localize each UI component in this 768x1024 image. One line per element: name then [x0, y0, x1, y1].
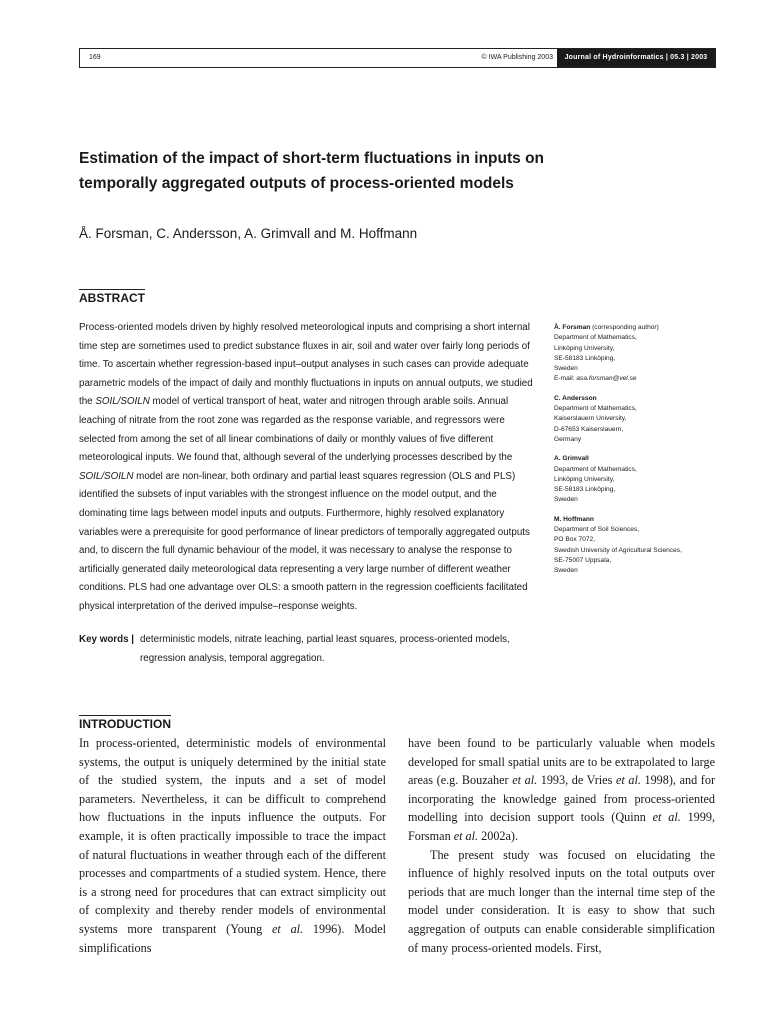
author-name: Å. Forsman: [554, 324, 591, 331]
affiliation-line: Department of Mathematics,: [554, 405, 637, 413]
running-header: [79, 48, 716, 68]
affiliation-line: Linköping University,: [554, 344, 615, 352]
intro-paragraph: The present study was focused on elucidating the influence of highly resolved inputs on the total outputs over periods that are much longer than the internal time step of the model under consideration. It is easy to show that such aggregation of outputs can enable considerable simplification of many process-oriented models. First,: [408, 847, 715, 955]
intro-text: 1998), and for incorporating the knowledge gained from process-oriented modelling into decision support tools (Quinn: [408, 773, 715, 825]
author-note: (corresponding author): [590, 324, 659, 331]
intro-paragraph: [79, 734, 386, 957]
affiliation-line: PO Box 7072,: [554, 536, 596, 544]
author-name: M. Hoffmann: [554, 515, 594, 523]
affiliation-line: Department of Mathematics,: [554, 334, 637, 342]
keywords-text: deterministic models, nitrate leaching, partial least squares, process-oriented models, regression analysis, temporal aggregation.: [140, 634, 510, 664]
intro-text: 2002a).: [478, 828, 519, 843]
affiliation-line: Sweden: [554, 496, 578, 504]
article-title: Estimation of the impact of short-term fluctuations in inputs on temporally aggregated outputs of process-oriented models: [79, 150, 544, 192]
affiliation: [554, 394, 734, 445]
intro-text: 1993, de Vries: [537, 773, 616, 788]
affiliation: [554, 454, 734, 505]
intro-text: In process-oriented, deterministic models of environmental systems, the output is uniquely determined by the initial state of the studied system, the inputs and a set of model parameters. Nevertheless, it can be difficult to comprehend how fluctuations in the inputs influence the outputs. For example, it is often practically impossible to trace the impact of natural fluctuations in weather through each of the different processes and compartments of a studied system. Hence, there is a strong need for procedures that can extract simplicity out of complexity and thereby render models of environmental systems more transparent (Young: [79, 736, 386, 936]
affiliation-line: SE-75007 Uppsala,: [554, 556, 612, 564]
model-name: SOIL/SOILN: [95, 396, 150, 408]
page-number: 169: [89, 54, 101, 61]
citation-etal: et al.: [271, 921, 304, 936]
email-label: E-mail:: [554, 375, 577, 383]
affiliation-line: Linköping University,: [554, 475, 615, 483]
abstract-part: model are non-linear, both ordinary and partial least squares regression (OLS and PLS) identified the subsets of input variables with the strongest influence on the model output, and the dominating time lags between model inputs and outputs. Furthermore, highly resolved explanatory variables were a prerequisite for good performance of linear predictors of temporally aggregated outputs and, to discern the full dynamic behaviour of the model, it was necessary to analyse the response to artificially generated daily meteorological data representing a very large number of different weather conditions. PLS had one advantage over OLS: a smooth pattern in the regression coefficients facilitated physical interpretation of the derived impulse–response weights.: [79, 470, 530, 612]
intro-paragraph: [408, 734, 715, 846]
affiliation-line: Sweden: [554, 567, 578, 575]
affiliation: [554, 515, 734, 577]
intro-column-left: [79, 734, 386, 957]
intro-text: have been found to be particularly valuable when models developed for small spatial units are to be extrapolated to large areas (e.g. Bouzaher: [408, 736, 715, 788]
affiliations: [554, 323, 734, 586]
publisher-credit: © IWA Publishing 2003: [481, 54, 553, 61]
intro-column-right: [408, 734, 715, 957]
intro-text: 1996). Model simplifications: [79, 921, 386, 955]
citation-etal: et al.: [453, 828, 479, 843]
abstract-part: model of vertical transport of heat, water and nitrogen through arable soils. Annual leaching of nitrate from the root zone was regarded as the response variable, and regressors were selected from among the set of all linear combinations of daily or monthly values of five different meteorological inputs. We found that, although several of the underlying processes described by the: [79, 396, 513, 464]
author-name: C. Andersson: [554, 394, 597, 402]
model-name: SOIL/SOILN: [79, 470, 134, 482]
citation-etal: et al.: [652, 810, 681, 825]
affiliation-line: Department of Mathematics,: [554, 465, 637, 473]
affiliation-line: SE-58183 Linköping,: [554, 486, 616, 494]
affiliation: [554, 323, 734, 385]
affiliation-line: Germany: [554, 435, 582, 443]
affiliation-line: Sweden: [554, 365, 578, 373]
author-list: Å. Forsman, C. Andersson, A. Grimvall and M. Hoffmann: [79, 226, 418, 241]
citation-etal: et al.: [615, 773, 641, 788]
introduction-heading: INTRODUCTION: [79, 717, 171, 731]
affiliation-line: D-67653 Kaiserslauern,: [554, 425, 624, 433]
affiliation-line: Kaiserslauern University,: [554, 415, 627, 423]
intro-text: 1999, Forsman: [408, 810, 716, 843]
affiliation-line: Department of Soil Sciences,: [554, 526, 640, 534]
abstract-part: Process-oriented models driven by highly resolved meteorological inputs and comprising a short internal time step are sometimes used to predict substance fluxes in air, soil and water over fairly long periods of time. To ascertain whether regression-based input–output analyses in such cases can provide adequate parametric models of the impact of daily and monthly fluctuations in inputs on annual outputs, we studied the: [79, 322, 533, 408]
journal-badge: Journal of Hydroinformatics | 05.3 | 2003: [557, 49, 715, 67]
citation-etal: et al.: [512, 773, 538, 788]
abstract-text: [79, 319, 541, 617]
email-link[interactable]: asa.forsman@vel.se: [576, 375, 637, 383]
affiliation-line: SE-58183 Linköping,: [554, 354, 616, 362]
author-name: A. Grimvall: [554, 455, 589, 463]
abstract-heading: ABSTRACT: [79, 291, 145, 305]
keywords-label: Key words |: [79, 634, 135, 645]
affiliation-line: Swedish University of Agricultural Sciences,: [554, 546, 682, 554]
